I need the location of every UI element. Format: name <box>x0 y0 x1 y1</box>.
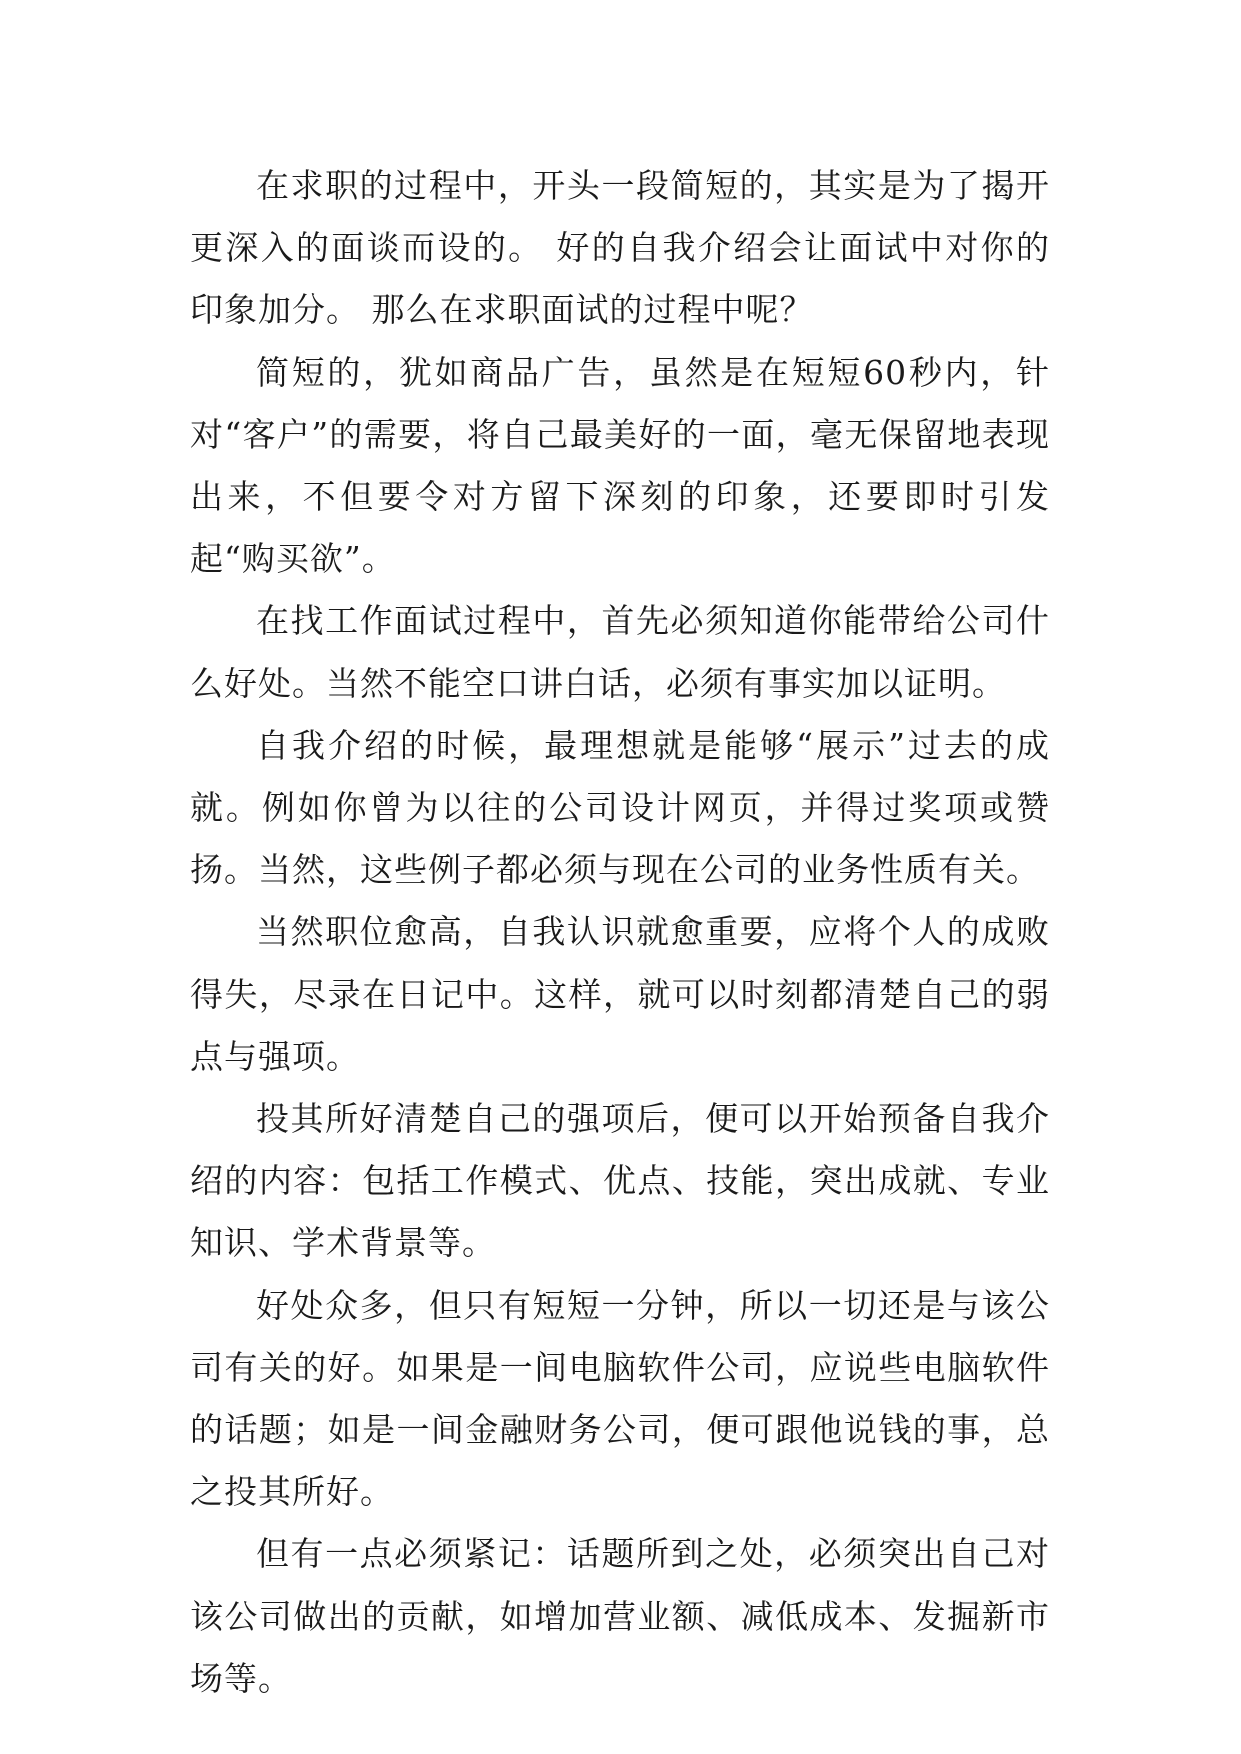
paragraph-7: 好处众多，但只有短短一分钟，所以一切还是与该公司有关的好。如果是一间电脑软件公司，应说些电脑软件的话题；如是一间金融财务公司，便可跟他说钱的事，总之投其所好。 <box>190 1285 1050 1512</box>
paragraph-3: 在找工作面试过程中，首先必须知道你能带给公司什么好处。当然不能空口讲白话，必须有事实加以证明。 <box>190 601 1050 703</box>
paragraph-4: 自我介绍的时候，最理想就是能够“展示”过去的成就。例如你曾为以往的公司设计网页，并得过奖项或赞扬。当然，这些例子都必须与现在公司的业务性质有关。 <box>190 725 1050 890</box>
paragraph-5: 当然职位愈高，自我认识就愈重要，应将个人的成败得失，尽录在日记中。这样，就可以时刻都清楚自己的弱点与强项。 <box>190 912 1050 1076</box>
paragraph-6: 投其所好清楚自己的强项后，便可以开始预备自我介绍的内容：包括工作模式、优点、技能，突出成就、专业知识、学术背景等。 <box>190 1099 1050 1263</box>
paragraph-1: 在求职的过程中，开头一段简短的，其实是为了揭开更深入的面谈而设的。 好的自我介绍会让面试中对你的印象加分。 那么在求职面试的过程中呢？ <box>190 166 1050 330</box>
document-body <box>190 155 1050 1710</box>
paragraph-2: 简短的，犹如商品广告，虽然是在短短60秒内，针对“客户”的需要，将自己最美好的一面，毫无保留地表现出来，不但要令对方留下深刻的印象，还要即时引发起“购买欲”。 <box>190 352 1050 579</box>
paragraph-8: 但有一点必须紧记：话题所到之处，必须突出自己对该公司做出的贡献，如增加营业额、减低成本、发掘新市场等。 <box>190 1534 1050 1698</box>
